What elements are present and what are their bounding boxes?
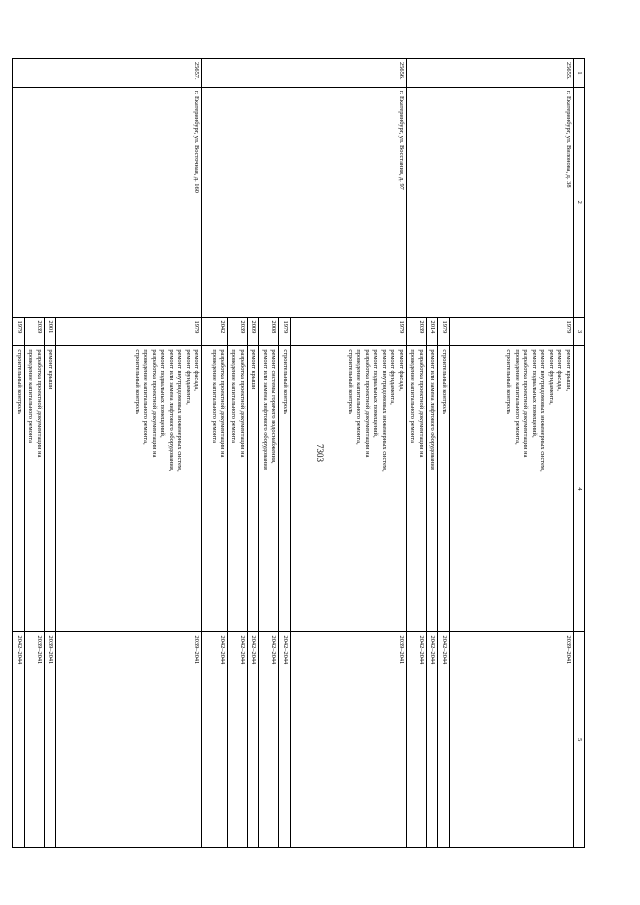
- year-cell: 2039: [406, 317, 426, 346]
- work-item: ремонт внутридомовых инженерных систем,: [176, 349, 184, 472]
- record-number: 25656.: [202, 59, 407, 88]
- work-item: ремонт или замена лифтового оборудования,: [167, 349, 175, 472]
- work-item: ремонт подвальных помещений,: [372, 349, 380, 438]
- year-cell: 2039: [228, 317, 248, 346]
- work-item: разработка проектной документации на: [35, 349, 43, 458]
- works-cell: [202, 346, 228, 632]
- page-number: 7303: [315, 444, 325, 462]
- year-cell: 1979: [13, 317, 24, 346]
- work-item: ремонт фундамента,: [184, 349, 192, 405]
- period-cell: 2042–2044: [406, 632, 426, 848]
- work-item: ремонт фундамента,: [547, 349, 555, 405]
- work-item: проведение капитального ремонта,: [355, 349, 363, 445]
- year-cell: 2009: [247, 317, 258, 346]
- period-cell: 2039–2041: [44, 632, 55, 848]
- header-row: [573, 59, 584, 848]
- works-cell: [438, 346, 449, 632]
- works-cell: [13, 346, 24, 632]
- period-cell: 2039–2041: [449, 632, 573, 848]
- year-cell: 2042: [202, 317, 228, 346]
- period-cell: 2042–2044: [426, 632, 437, 848]
- work-item: проведение капитального ремонта: [409, 349, 417, 443]
- period-cell: 2042–2044: [247, 632, 258, 848]
- year-cell: 2039: [24, 317, 44, 346]
- period-cell: 2042–2044: [202, 632, 228, 848]
- work-item: ремонт крыши,: [564, 349, 572, 391]
- work-item: проведение капитального ремонта,: [142, 349, 150, 445]
- work-item: ремонт фасада,: [556, 349, 564, 391]
- work-item: разработка проектной документации на: [219, 349, 227, 458]
- work-item: разработка проектной документации на: [417, 349, 425, 458]
- period-cell: 2039–2041: [56, 632, 202, 848]
- table-row: [56, 59, 202, 848]
- works-cell: [44, 346, 55, 632]
- table-body: [13, 59, 573, 848]
- works-cell: [259, 346, 279, 632]
- works-cell: [247, 346, 258, 632]
- period-cell: 2039–2041: [24, 632, 44, 848]
- record-number: 25655.: [406, 59, 573, 88]
- work-item: ремонт внутридомовых инженерных систем,: [539, 349, 547, 472]
- work-item: проведение капитального ремонта: [210, 349, 218, 443]
- work-item: ремонт крыши: [47, 349, 55, 390]
- works-cell: [449, 346, 573, 632]
- work-item: ремонт внутридомовых инженерных систем,: [380, 349, 388, 472]
- work-item: ремонт крыши: [250, 349, 258, 390]
- work-item: строительный контроль: [15, 349, 23, 415]
- work-item: строительный контроль: [133, 349, 141, 415]
- work-item: строительный контроль: [281, 349, 289, 415]
- period-cell: 2039–2041: [290, 632, 406, 848]
- building-address: г. Екатеринбург, ул. Вилонова, д. 38: [406, 87, 573, 317]
- work-item: строительный контроль: [505, 349, 513, 415]
- works-cell: [228, 346, 248, 632]
- period-cell: 2042–2044: [13, 632, 24, 848]
- works-cell: [279, 346, 290, 632]
- period-cell: 2042–2044: [259, 632, 279, 848]
- year-cell: 1979: [56, 317, 202, 346]
- year-cell: 2008: [259, 317, 279, 346]
- work-item: ремонт или замена лифтового оборудования: [261, 349, 269, 470]
- works-cell: [406, 346, 426, 632]
- year-cell: 1979: [449, 317, 573, 346]
- work-item: ремонт фасада,: [193, 349, 201, 391]
- work-item: строительный контроль: [440, 349, 448, 415]
- work-item: ремонт фасада,: [397, 349, 405, 391]
- work-item: ремонт или замена лифтового оборудования: [429, 349, 437, 470]
- work-item: проведение капитального ремонта: [230, 349, 238, 443]
- table-row: [449, 59, 573, 848]
- year-cell: 1979: [290, 317, 406, 346]
- rotated-table-container: [15, 58, 585, 848]
- table-row: [290, 59, 406, 848]
- period-cell: 2042–2044: [279, 632, 290, 848]
- work-item: проведение капитального ремонта: [27, 349, 35, 443]
- works-cell: [24, 346, 44, 632]
- column-header: 1: [573, 59, 584, 88]
- year-cell: 2014: [426, 317, 437, 346]
- year-cell: 1979: [438, 317, 449, 346]
- work-item: разработка проектной документации на: [238, 349, 246, 458]
- building-address: г. Екатеринбург, ул. Восстания, д. 97: [202, 87, 407, 317]
- works-cell: [56, 346, 202, 632]
- works-cell: [426, 346, 437, 632]
- period-cell: 2042–2044: [438, 632, 449, 848]
- period-cell: 2042–2044: [228, 632, 248, 848]
- record-number: 25657.: [13, 59, 202, 88]
- column-header: 5: [573, 632, 584, 848]
- work-item: строительный контроль: [347, 349, 355, 415]
- work-item: разработка проектной документации на: [363, 349, 371, 458]
- column-header: 3: [573, 317, 584, 346]
- works-cell: [290, 346, 406, 632]
- work-item: ремонт подвальных помещений,: [530, 349, 538, 438]
- capital-repair-table: [12, 58, 585, 848]
- work-item: проведение капитального ремонта,: [513, 349, 521, 445]
- building-address: г. Екатеринбург, ул. Восточная, д. 160: [13, 87, 202, 317]
- work-item: ремонт фундамента,: [389, 349, 397, 405]
- year-cell: 1979: [279, 317, 290, 346]
- work-item: ремонт подвальных помещений,: [159, 349, 167, 438]
- column-header: 4: [573, 346, 584, 632]
- year-cell: 2001: [44, 317, 55, 346]
- column-header: 2: [573, 87, 584, 317]
- work-item: ремонт системы горячего водоснабжения,: [270, 349, 278, 464]
- work-item: разработка проектной документации на: [522, 349, 530, 458]
- work-item: разработка проектной документации на: [150, 349, 158, 458]
